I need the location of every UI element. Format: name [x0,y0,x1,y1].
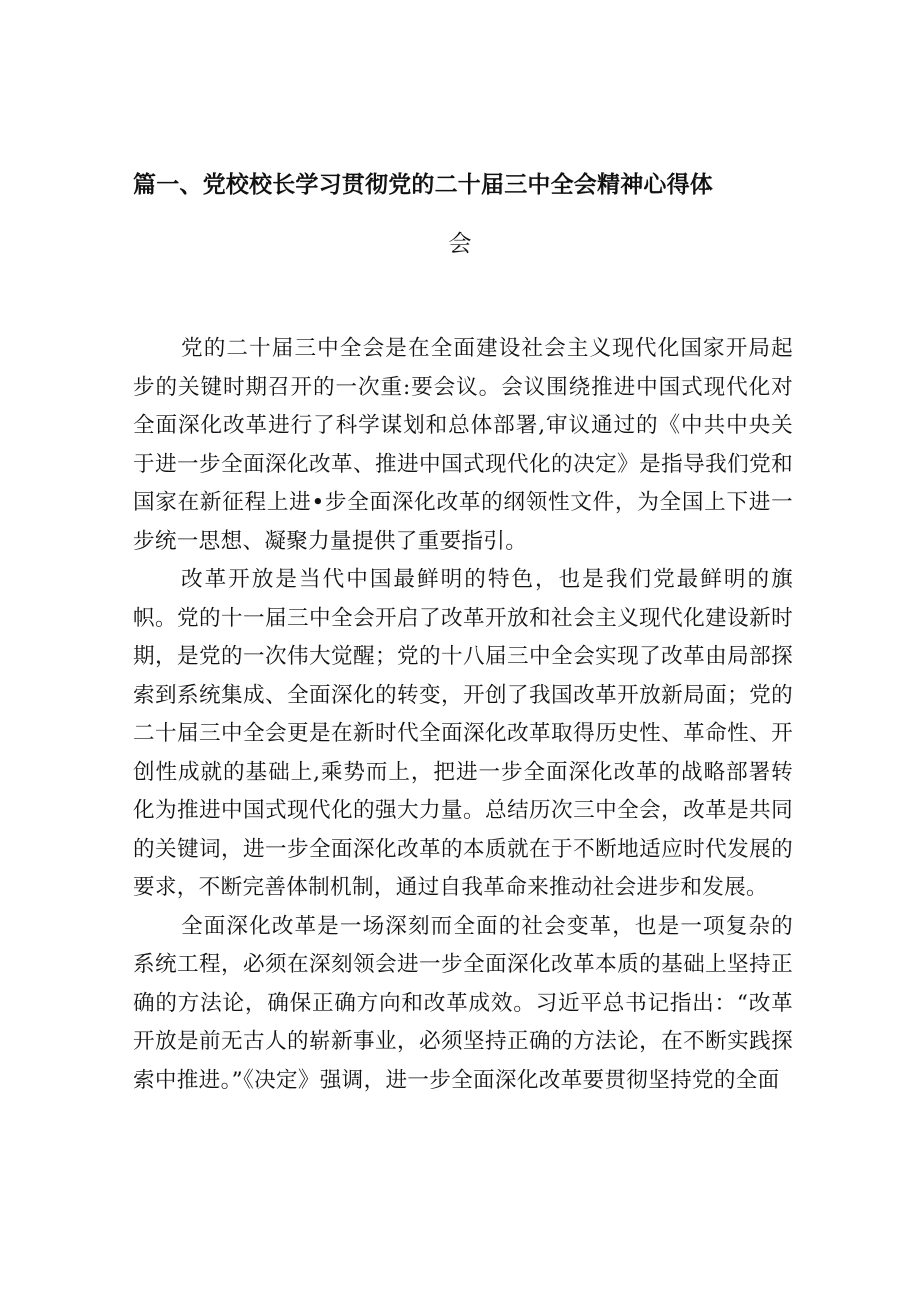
document-title-continuation: 会 [448,231,472,257]
paragraph-2: 改革开放是当代中国最鲜明的特色，也是我们党最鲜明的旗帜。党的十一届三中全会开启了改革开放和社会主义现代化建设新时期，是党的一次伟大觉醒；党的十八届三中全会实现了改革由局部探索到系统集成、全面深化的转变，开创了我国改革开放新局面；党的二十届三中全会更是在新时代全面深化改革取得历史性、革命性、开创性成就的基础上,乘势而上，把进一步全面深化改革的战略部署转化为推进中国式现代化的强大力量。总结历次三中全会，改革是共同的关键词，进一步全面深化改革的本质就在于不断地适应时代发展的要求，不断完善体制机制，通过自我革命来推动社会进步和发展。 [133,567,793,900]
document-title: 篇一、党校校长学习贯彻党的二十届三中全会精神心得体 [133,172,713,198]
document-body [133,330,793,1100]
paragraph-1: 党的二十届三中全会是在全面建设社会主义现代化国家开局起步的关键时期召开的一次重:要会议。会议围绕推进中国式现代化对全面深化改革进行了科学谋划和总体部署,审议通过的《中共中央关于进一步全面深化改革、推进中国式现代化的决定》是指导我们党和国家在新征程上进•步全面深化改革的纲领性文件，为全国上下进一步统一思想、凝聚力量提供了重要指引。 [133,336,793,554]
paragraph-3: 全面深化改革是一场深刻而全面的社会变革，也是一项复杂的系统工程，必须在深刻领会进一步全面深化改革本质的基础上坚持正确的方法论，确保正确方向和改革成效。习近平总书记指出：“改革开放是前无古人的崭新事业，必须坚持正确的方法论，在不断实践探索中推进。”《决定》强调，进一步全面深化改革要贯彻坚持党的全面 [133,913,793,1093]
